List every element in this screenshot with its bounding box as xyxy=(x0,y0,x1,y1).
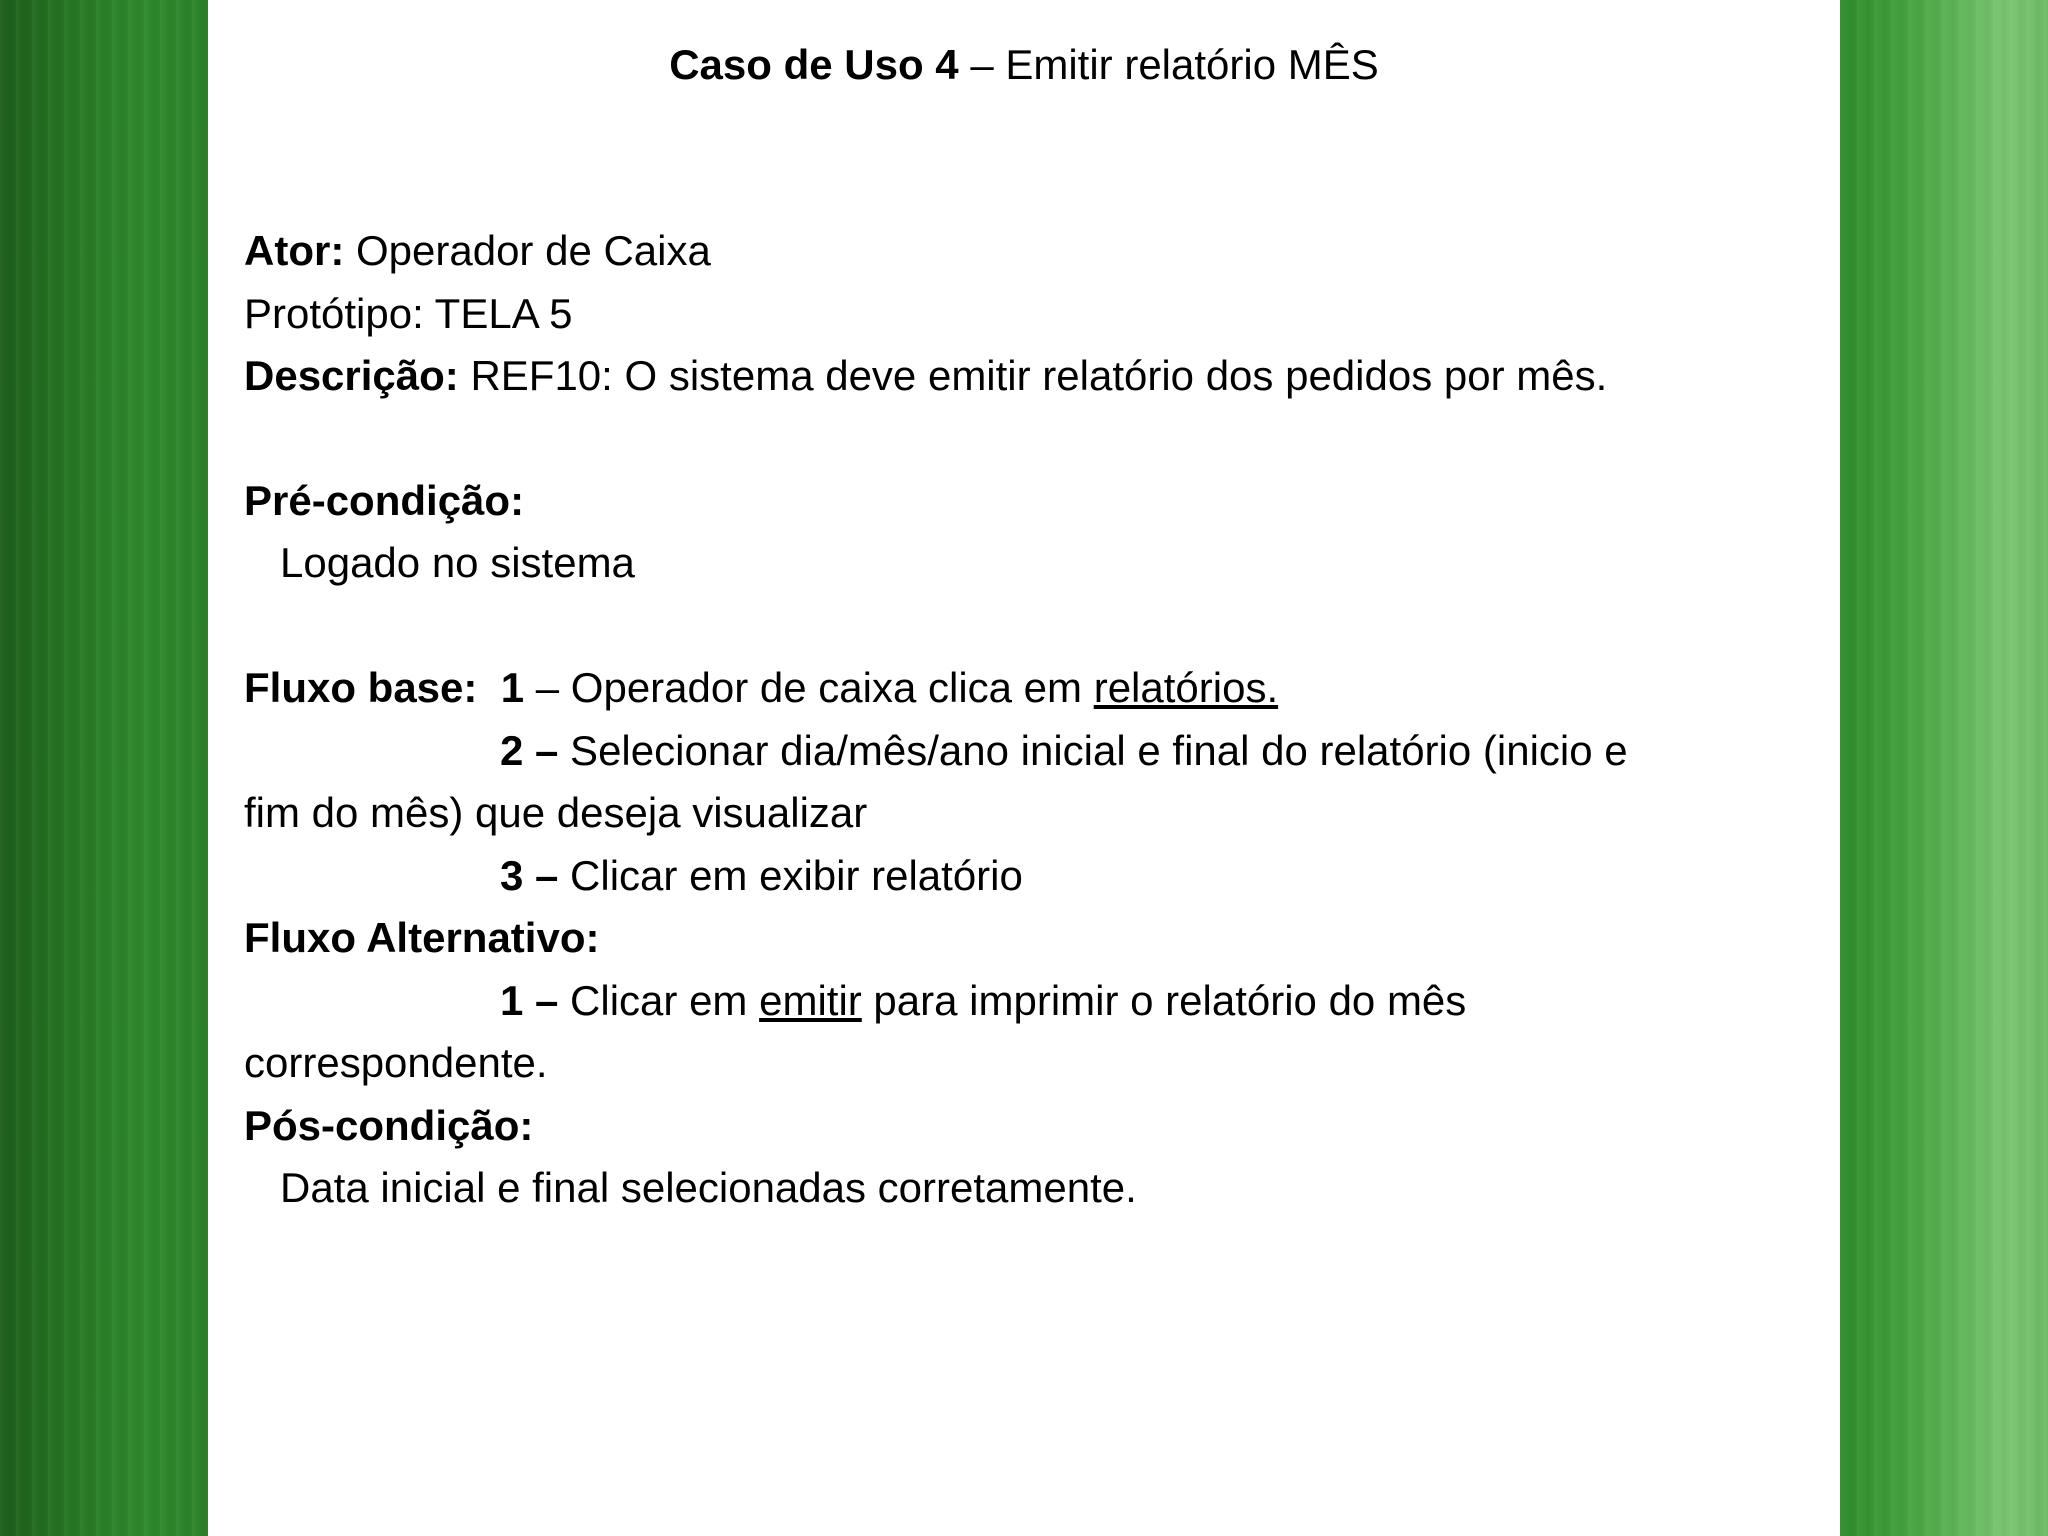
page-title xyxy=(208,38,1840,92)
descricao-label: Descrição: xyxy=(244,352,459,399)
right-green-border xyxy=(1840,0,2048,1536)
prototipo-line: Protótipo: TELA 5 xyxy=(244,290,573,337)
fluxo-base-step2: 2 – Selecionar dia/mês/ano inicial e final do relatório (inicio e xyxy=(500,727,1628,774)
fluxo-base-step2-cont: fim do mês) que deseja visualizar xyxy=(244,789,868,836)
pre-condicao-value: Logado no sistema xyxy=(280,539,635,586)
document-page xyxy=(208,0,1840,1536)
title-rest: – Emitir relatório MÊS xyxy=(958,41,1379,88)
ator-value: Operador de Caixa xyxy=(344,227,711,274)
fluxo-alternativo-step1: 1 – Clicar em emitir para imprimir o relatório do mês xyxy=(500,977,1467,1024)
descricao-line xyxy=(244,349,1607,403)
relatorios-link[interactable]: relatórios. xyxy=(1093,664,1279,711)
fluxo-base-step3: 3 – Clicar em exibir relatório xyxy=(500,852,1023,899)
fluxo-base-step1-num: 1 xyxy=(500,664,525,711)
ator-line xyxy=(244,224,711,278)
fluxo-base-step1: Fluxo base: 1 – Operador de caixa clica em relatórios. xyxy=(244,664,1279,711)
pre-condicao-label: Pré-condição: xyxy=(244,477,525,524)
fluxo-base-label: Fluxo base: xyxy=(244,664,478,711)
ator-label: Ator: xyxy=(244,227,345,274)
pos-condicao-value: Data inicial e final selecionadas corretamente. xyxy=(280,1164,1137,1211)
fluxo-alternativo-step1-cont: correspondente. xyxy=(244,1039,548,1086)
pos-condicao-label: Pós-condição: xyxy=(244,1102,534,1149)
fluxo-alternativo-label: Fluxo Alternativo: xyxy=(244,914,600,961)
left-green-border xyxy=(0,0,208,1536)
descricao-value: REF10: O sistema deve emitir relatório dos pedidos por mês. xyxy=(458,352,1608,399)
title-bold: Caso de Uso 4 xyxy=(669,41,959,88)
emitir-link[interactable]: emitir xyxy=(759,977,862,1024)
